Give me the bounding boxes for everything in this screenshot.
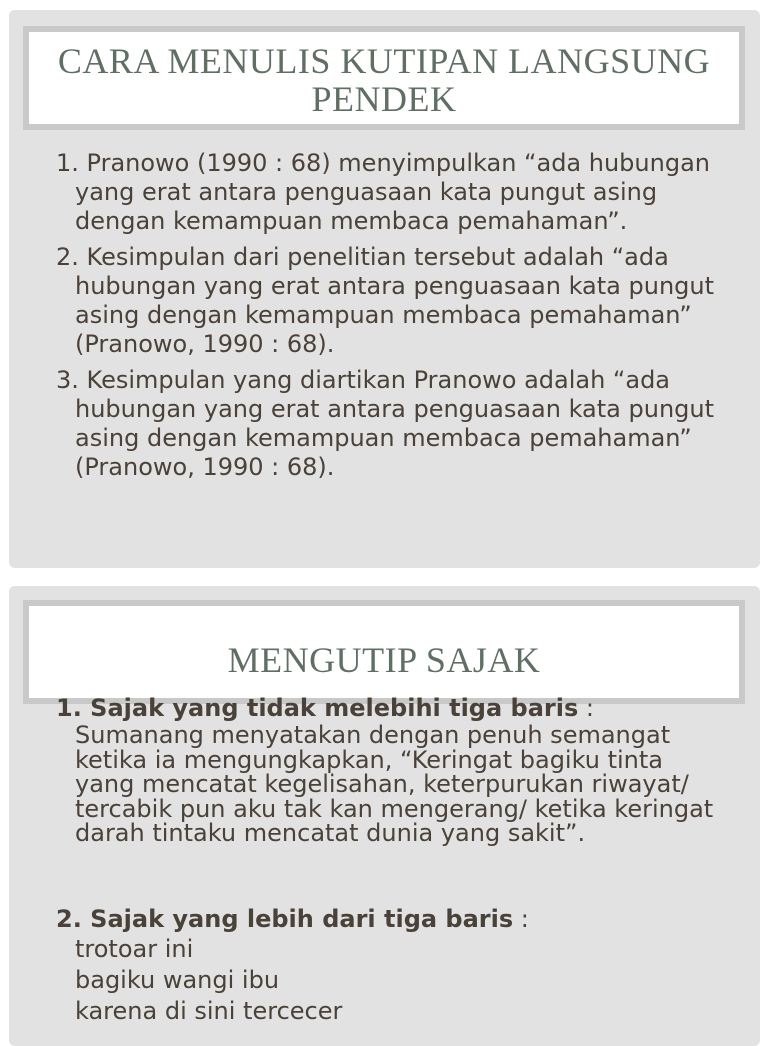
example-list [56,149,726,489]
poem-lines [56,934,726,1027]
slide-kutipan-langsung-pendek [9,10,760,568]
list-item: 2. Kesimpulan dari penelitian tersebut adalah “ada hubungan yang erat antara penguasaan kata pungut asing dengan kemampuan membaca pemahaman” (Pranowo, 1990 : 68). [56,243,715,358]
section-short-poem [56,694,726,846]
poem-line: trotoar ini [75,935,194,963]
slide-title: CARA MENULIS KUTIPAN LANGSUNG PENDEK [23,26,745,130]
section-long-poem [56,905,726,1027]
section-body: Sumanang menyatakan dengan penuh semangat ketika ia mengungkapkan, “Keringat bagiku tinta yang mencatat kegelisahan, keterpurukan riwayat/ tercabik pun aku tak kan mengerang/ ketika keringat darah tintaku mencatat dunia yang sakit”. [75,721,714,848]
poem-line: bagiku wangi ibu [75,966,280,994]
section-heading: 2. Sajak yang lebih dari tiga baris : [56,905,529,933]
list-item: 3. Kesimpulan yang diartikan Pranowo adalah “ada hubungan yang erat antara penguasaan kata pungut asing dengan kemampuan membaca pemahaman” (Pranowo, 1990 : 68). [56,366,715,481]
slide-title: MENGUTIP SAJAK [23,600,745,704]
list-item: 1. Pranowo (1990 : 68) menyimpulkan “ada hubungan yang erat antara penguasaan kata pungut asing dengan kemampuan membaca pemahaman”. [56,149,710,235]
slide-mengutip-sajak [9,586,760,1046]
poem-line: karena di sini tercecer [75,997,343,1025]
section-heading: 1. Sajak yang tidak melebihi tiga baris : [56,694,594,722]
